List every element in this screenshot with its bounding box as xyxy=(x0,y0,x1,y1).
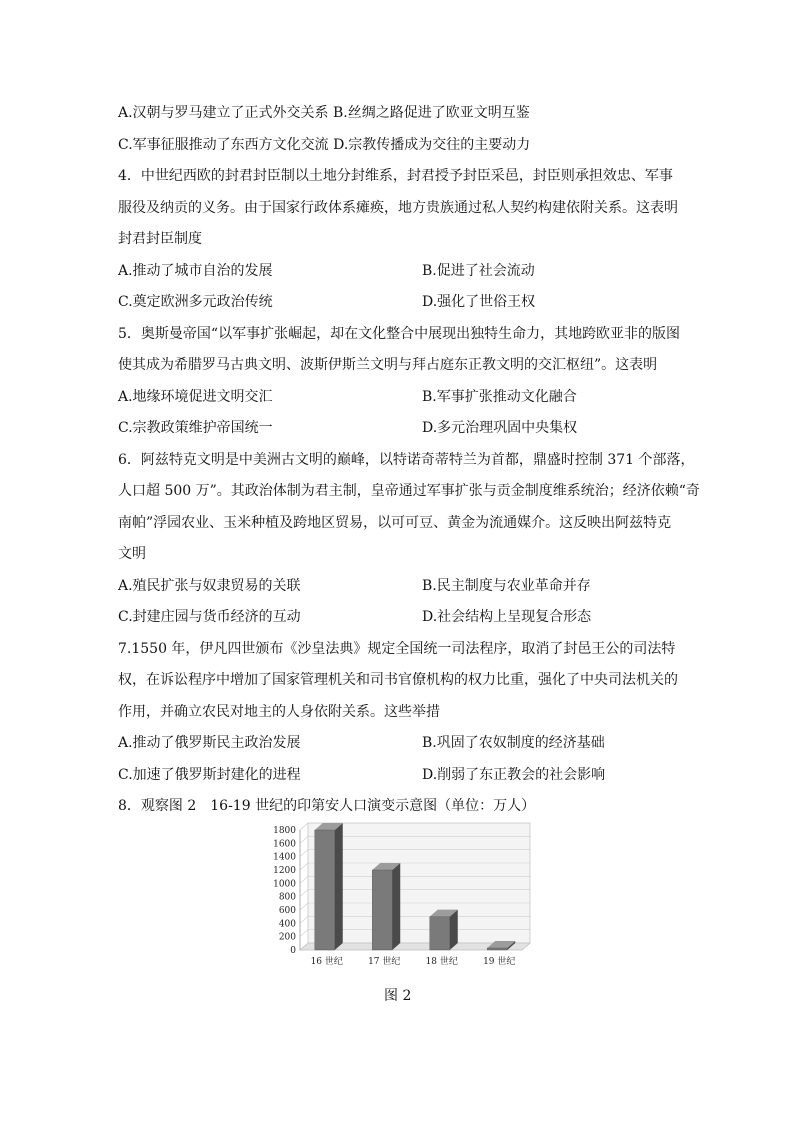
q7-option-d: D.削弱了东正教会的社会影响 xyxy=(422,766,606,783)
q8-stem: 8．观察图 2 16-19 世纪的印第安人口演变示意图（单位：万人） xyxy=(118,798,536,814)
q5-options-row xyxy=(118,384,678,416)
q6-stem: 6．阿兹特克文明是中美洲古文明的巅峰，以特诺奇蒂特兰为首都，鼎盛时控制 371 个部落， xyxy=(118,451,695,468)
y-tick-label: 1200 xyxy=(273,866,296,876)
gridline-diagonal xyxy=(300,930,308,937)
bar xyxy=(372,870,392,950)
q5-stem: 使其成为希腊罗马古典文明、波斯伊斯兰文明与拜占庭东正教文明的交汇枢纽”。这表明 xyxy=(118,357,658,373)
q4-option-b: B.促进了社会流动 xyxy=(422,262,535,279)
q3-option-line: C.军事征服推动了东西方文化交流 D.宗教传播成为交往的主要动力 xyxy=(118,136,531,153)
q5-option-b: B.军事扩张推动文化融合 xyxy=(422,388,577,405)
x-tick-label: 17 世纪 xyxy=(368,957,401,967)
y-tick-label: 800 xyxy=(278,892,296,903)
gridline-diagonal xyxy=(300,890,308,897)
q7-option-b: B.巩固了农奴制度的经济基础 xyxy=(422,735,605,751)
q7-stem: 作用，并确立农民对地主的人身依附关系。这些举措 xyxy=(118,703,440,720)
q5-stem: 5．奥斯曼帝国“以军事扩张崛起，却在文化整合中展现出独特生命力，其地跨欧亚非的版图 xyxy=(118,325,681,342)
q3-option-line: A.汉朝与罗马建立了正式外交关系 B.丝绸之路促进了欧亚文明互鉴 xyxy=(118,105,530,121)
exam-page xyxy=(118,100,700,825)
q6-options-row xyxy=(118,604,678,636)
q7-option-a: A.推动了俄罗斯民主政治发展 xyxy=(118,735,301,751)
q4-options-row xyxy=(118,258,678,290)
q7-options-row xyxy=(118,730,678,762)
x-tick-label: 16 世纪 xyxy=(310,957,343,967)
y-tick-label: 200 xyxy=(278,932,296,943)
q6-option-c: C.封建庄园与货币经济的互动 xyxy=(118,609,301,625)
q6-stem: 南帕”浮园农业、玉米种植及跨地区贸易，以可可豆、黄金为流通媒介。这反映出阿兹特克 xyxy=(118,514,672,531)
q4-options-row xyxy=(118,289,678,321)
y-tick-label: 1000 xyxy=(273,879,296,890)
q7-options-row xyxy=(118,762,678,794)
q5-option-d: D.多元治理巩固中央集权 xyxy=(422,420,578,436)
y-tick-label: 0 xyxy=(290,946,296,956)
gridline-diagonal xyxy=(300,863,308,870)
y-tick-label: 400 xyxy=(278,919,296,930)
y-tick-label: 1600 xyxy=(273,839,296,850)
x-tick-label: 18 世纪 xyxy=(425,957,458,967)
gridline-diagonal xyxy=(300,836,308,843)
q4-stem: 4．中世纪西欧的封君封臣制以土地分封维系，封君授予封臣采邑，封臣则承担效忠、军事 xyxy=(118,168,673,184)
q7-stem: 权，在诉讼程序中增加了国家管理机关和司书官僚机构的权力比重，强化了中央司法机关的 xyxy=(118,672,678,688)
q4-stem: 服役及纳贡的义务。由于国家行政体系瘫痪，地方贵族通过私人契约构建依附关系。这表明 xyxy=(118,199,678,216)
y-tick-label: 1800 xyxy=(273,826,296,836)
q7-stem: 7.1550 年，伊凡四世颁布《沙皇法典》规定全国统一司法程序，取消了封邑王公的司法特 xyxy=(118,640,676,657)
q6-option-d: D.社会结构上呈现复合形态 xyxy=(422,609,592,625)
bar xyxy=(315,830,335,950)
gridline-diagonal xyxy=(300,876,308,883)
bar-side xyxy=(335,823,343,950)
q6-stem: 人口超 500 万”。其政治体制为君主制，皇帝通过军事扩张与贡金制度维系统治；经济依赖“奇 xyxy=(118,483,700,499)
q6-option-b: B.民主制度与农业革命并存 xyxy=(422,577,591,594)
gridline-diagonal xyxy=(300,903,308,910)
bar xyxy=(487,948,507,950)
q4-stem: 封君封臣制度 xyxy=(118,231,202,247)
q4-option-a: A.推动了城市自治的发展 xyxy=(118,262,273,279)
figure-caption: 图 2 xyxy=(384,988,412,1004)
gridline-diagonal xyxy=(300,916,308,923)
y-tick-label: 600 xyxy=(278,906,296,916)
bar-side xyxy=(450,910,458,950)
x-tick-label: 19 世纪 xyxy=(483,957,516,967)
q4-option-d: D.强化了世俗王权 xyxy=(422,294,536,310)
q7-option-c: C.加速了俄罗斯封建化的进程 xyxy=(118,766,301,783)
q6-stem: 文明 xyxy=(118,546,146,562)
population-chart xyxy=(258,812,538,972)
q5-options-row xyxy=(118,415,678,447)
y-tick-label: 1400 xyxy=(273,852,296,863)
q6-option-a: A.殖民扩张与奴隶贸易的关联 xyxy=(118,577,301,594)
bar-side xyxy=(392,863,400,950)
q5-option-c: C.宗教政策维护帝国统一 xyxy=(118,420,273,436)
gridline-diagonal xyxy=(300,823,308,830)
q4-option-c: C.奠定欧洲多元政治传统 xyxy=(118,294,273,310)
bar xyxy=(430,917,450,950)
population-bar-chart xyxy=(258,812,538,972)
q6-options-row xyxy=(118,573,678,605)
gridline-diagonal xyxy=(300,850,308,857)
q5-option-a: A.地缘环境促进文明交汇 xyxy=(118,388,273,405)
